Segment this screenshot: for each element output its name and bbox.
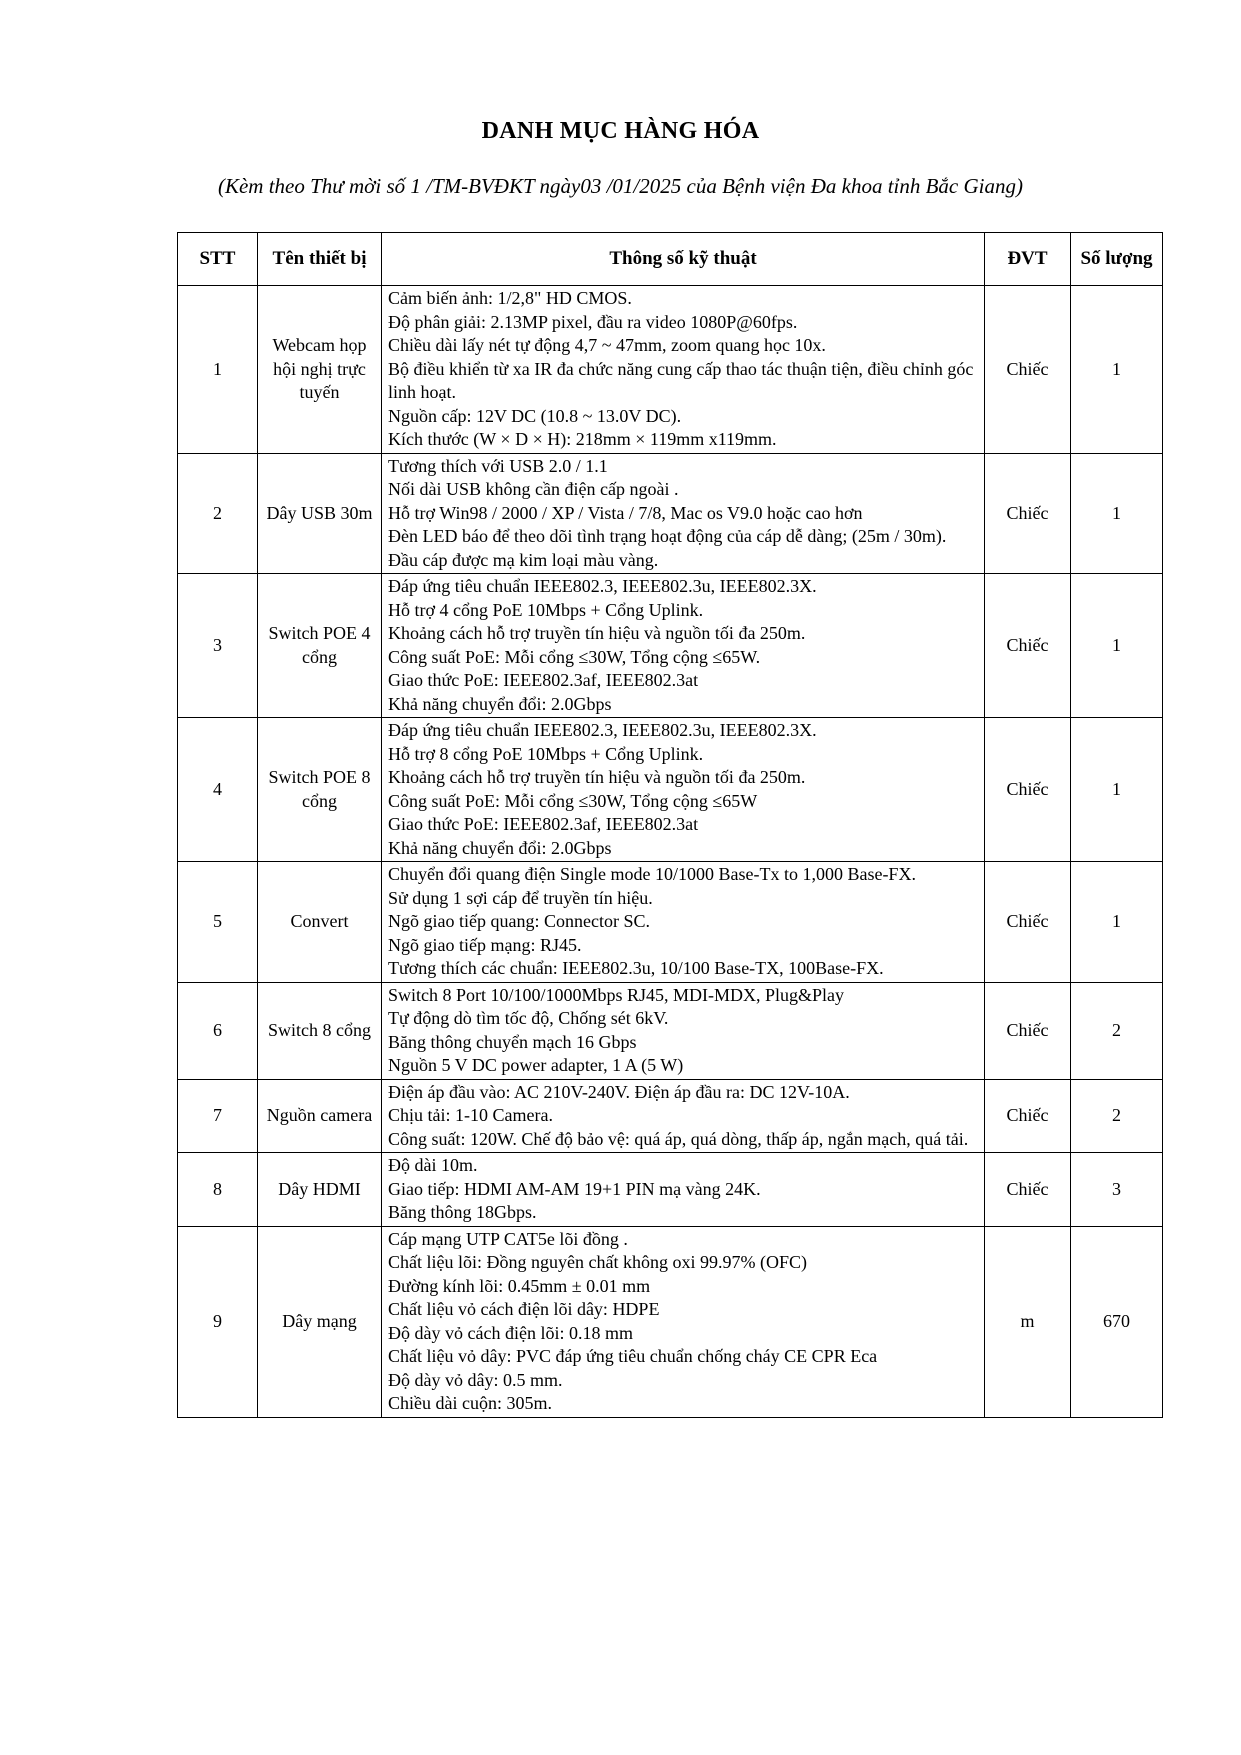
spec-line: Hỗ trợ Win98 / 2000 / XP / Vista / 7/8, Mac os V9.0 hoặc cao hơn xyxy=(388,502,863,523)
header-qty: Số lượng xyxy=(1071,233,1163,286)
cell-quantity: 1 xyxy=(1071,453,1163,574)
spec-line: Đáp ứng tiêu chuẩn IEEE802.3, IEEE802.3u, IEEE802.3X. xyxy=(388,720,817,740)
spec-line: Chất liệu lõi: Đồng nguyên chất không oxi 99.97% (OFC) xyxy=(388,1252,807,1272)
spec-line: Chất liệu vỏ dây: PVC đáp ứng tiêu chuẩn chống cháy CE CPR Eca xyxy=(388,1346,878,1366)
table-row xyxy=(178,718,1163,862)
spec-line: Giao thức PoE: IEEE802.3af, IEEE802.3at xyxy=(388,814,699,834)
cell-specification xyxy=(382,982,985,1079)
table-row xyxy=(178,1079,1163,1153)
header-name: Tên thiết bị xyxy=(258,233,382,286)
cell-device-name: Switch POE 4 cổng xyxy=(258,574,382,718)
spec-line: Độ dày vỏ cách điện lõi: 0.18 mm xyxy=(388,1322,633,1343)
spec-line: Tương thích các chuẩn: IEEE802.3u, 10/100 Base-TX, 100Base-FX. xyxy=(388,958,884,978)
cell-stt: 5 xyxy=(178,862,258,983)
spec-line: Nguồn 5 V DC power adapter, 1 A (5 W) xyxy=(388,1055,684,1075)
table-row xyxy=(178,982,1163,1079)
spec-line: Độ dài 10m. xyxy=(388,1155,478,1175)
cell-device-name: Dây USB 30m xyxy=(258,453,382,574)
spec-line: Ngõ giao tiếp quang: Connector SC. xyxy=(388,911,650,931)
spec-line: Hỗ trợ 4 cổng PoE 10Mbps + Cổng Uplink. xyxy=(388,599,704,620)
table-row xyxy=(178,453,1163,574)
cell-unit: m xyxy=(985,1226,1071,1417)
cell-device-name: Webcam họp hội nghị trực tuyến xyxy=(258,286,382,454)
spec-line: Chuyển đổi quang điện Single mode 10/1000 Base-Tx to 1,000 Base-FX. xyxy=(388,864,916,884)
cell-stt: 9 xyxy=(178,1226,258,1417)
cell-stt: 7 xyxy=(178,1079,258,1153)
spec-line: Giao thức PoE: IEEE802.3af, IEEE802.3at xyxy=(388,670,699,690)
cell-device-name: Nguồn camera xyxy=(258,1079,382,1153)
spec-line: Công suất: 120W. Chế độ bảo vệ: quá áp, quá dòng, thấp áp, ngắn mạch, quá tải. xyxy=(388,1128,969,1149)
header-stt: STT xyxy=(178,233,258,286)
spec-line: Khả năng chuyển đổi: 2.0Gbps xyxy=(388,837,612,858)
cell-specification xyxy=(382,718,985,862)
cell-specification xyxy=(382,574,985,718)
spec-line: Giao tiếp: HDMI AM-AM 19+1 PIN mạ vàng 24K. xyxy=(388,1178,761,1199)
cell-unit: Chiếc xyxy=(985,862,1071,983)
header-spec: Thông số kỹ thuật xyxy=(382,233,985,286)
spec-line: Chịu tải: 1-10 Camera. xyxy=(388,1105,553,1125)
page-title: DANH MỤC HÀNG HÓA xyxy=(481,118,760,144)
cell-unit: Chiếc xyxy=(985,286,1071,454)
spec-line: Băng thông 18Gbps. xyxy=(388,1202,537,1222)
cell-stt: 3 xyxy=(178,574,258,718)
spec-line: Chất liệu vỏ cách điện lõi dây: HDPE xyxy=(388,1299,660,1319)
table-row xyxy=(178,1153,1163,1227)
goods-table xyxy=(177,232,1163,1418)
table-row xyxy=(178,574,1163,718)
cell-stt: 8 xyxy=(178,1153,258,1227)
cell-device-name: Dây mạng xyxy=(258,1226,382,1417)
cell-unit: Chiếc xyxy=(985,718,1071,862)
cell-stt: 6 xyxy=(178,982,258,1079)
spec-line: Chiều dài cuộn: 305m. xyxy=(388,1393,552,1413)
spec-line: Hỗ trợ 8 cổng PoE 10Mbps + Cổng Uplink. xyxy=(388,743,704,764)
cell-unit: Chiếc xyxy=(985,574,1071,718)
cell-specification xyxy=(382,286,985,454)
spec-line: Đường kính lõi: 0.45mm ± 0.01 mm xyxy=(388,1275,651,1296)
header-unit: ĐVT xyxy=(985,233,1071,286)
cell-specification xyxy=(382,1153,985,1227)
cell-unit: Chiếc xyxy=(985,1153,1071,1227)
spec-line: Độ dày vỏ dây: 0.5 mm. xyxy=(388,1369,563,1390)
table-row xyxy=(178,1226,1163,1417)
cell-quantity: 2 xyxy=(1071,1079,1163,1153)
cell-unit: Chiếc xyxy=(985,453,1071,574)
spec-line: Nguồn cấp: 12V DC (10.8 ~ 13.0V DC). xyxy=(388,405,682,426)
spec-line: Khoảng cách hỗ trợ truyền tín hiệu và nguồn tối đa 250m. xyxy=(388,623,806,643)
spec-line: Đáp ứng tiêu chuẩn IEEE802.3, IEEE802.3u, IEEE802.3X. xyxy=(388,576,817,596)
spec-line: Chiều dài lấy nét tự động 4,7 ~ 47mm, zoom quang học 10x. xyxy=(388,335,826,355)
cell-quantity: 1 xyxy=(1071,718,1163,862)
spec-line: Công suất PoE: Mỗi cổng ≤30W, Tổng cộng ≤65W. xyxy=(388,646,761,667)
spec-line: Đèn LED báo để theo dõi tình trạng hoạt động của cáp dễ dàng; (25m / 30m). xyxy=(388,526,947,546)
spec-line: Công suất PoE: Mỗi cổng ≤30W, Tổng cộng ≤65W xyxy=(388,790,758,811)
spec-line: Đầu cáp được mạ kim loại màu vàng. xyxy=(388,549,659,570)
spec-line: Switch 8 Port 10/100/1000Mbps RJ45, MDI-MDX, Plug&Play xyxy=(388,984,845,1005)
cell-quantity: 2 xyxy=(1071,982,1163,1079)
table-header-row xyxy=(178,233,1163,286)
table-body xyxy=(178,286,1163,1418)
cell-unit: Chiếc xyxy=(985,1079,1071,1153)
cell-stt: 2 xyxy=(178,453,258,574)
spec-line: Kích thước (W × D × H): 218mm × 119mm x119mm. xyxy=(388,429,777,449)
cell-device-name: Switch 8 cổng xyxy=(258,982,382,1079)
spec-line: Khoảng cách hỗ trợ truyền tín hiệu và nguồn tối đa 250m. xyxy=(388,767,806,787)
cell-specification xyxy=(382,453,985,574)
cell-unit: Chiếc xyxy=(985,982,1071,1079)
cell-device-name: Dây HDMI xyxy=(258,1153,382,1227)
spec-line: Điện áp đầu vào: AC 210V-240V. Điện áp đầu ra: DC 12V-10A. xyxy=(388,1081,850,1102)
cell-stt: 1 xyxy=(178,286,258,454)
cell-specification xyxy=(382,1079,985,1153)
table-row xyxy=(178,862,1163,983)
cell-quantity: 1 xyxy=(1071,862,1163,983)
spec-line: Sử dụng 1 sợi cáp để truyền tín hiệu. xyxy=(388,887,653,908)
cell-device-name: Switch POE 8 cổng xyxy=(258,718,382,862)
cell-specification xyxy=(382,862,985,983)
spec-line: Nối dài USB không cần điện cấp ngoài . xyxy=(388,479,679,499)
spec-line: Khả năng chuyển đổi: 2.0Gbps xyxy=(388,693,612,714)
page-subtitle: (Kèm theo Thư mời số 1 /TM-BVĐKT ngày03 /01/2025 của Bệnh viện Đa khoa tỉnh Bắc Giang) xyxy=(217,174,1023,198)
table-row xyxy=(178,286,1163,454)
spec-line: Băng thông chuyển mạch 16 Gbps xyxy=(388,1031,637,1052)
cell-device-name: Convert xyxy=(258,862,382,983)
spec-line: Ngõ giao tiếp mạng: RJ45. xyxy=(388,934,582,955)
cell-quantity: 1 xyxy=(1071,574,1163,718)
cell-stt: 4 xyxy=(178,718,258,862)
cell-quantity: 3 xyxy=(1071,1153,1163,1227)
spec-line: Độ phân giải: 2.13MP pixel, đầu ra video 1080P@60fps. xyxy=(388,311,798,332)
cell-quantity: 1 xyxy=(1071,286,1163,454)
spec-line: Cáp mạng UTP CAT5e lõi đồng . xyxy=(388,1228,628,1249)
spec-line: Cảm biến ảnh: 1/2,8" HD CMOS. xyxy=(388,288,632,308)
cell-specification xyxy=(382,1226,985,1417)
spec-line: Tương thích với USB 2.0 / 1.1 xyxy=(388,455,608,476)
spec-line: Tự động dò tìm tốc độ, Chống sét 6kV. xyxy=(388,1008,669,1028)
spec-line: Bộ điều khiển từ xa IR đa chức năng cung cấp thao tác thuận tiện, điều chỉnh góc linh hoạt. xyxy=(388,358,974,402)
cell-quantity: 670 xyxy=(1071,1226,1163,1417)
